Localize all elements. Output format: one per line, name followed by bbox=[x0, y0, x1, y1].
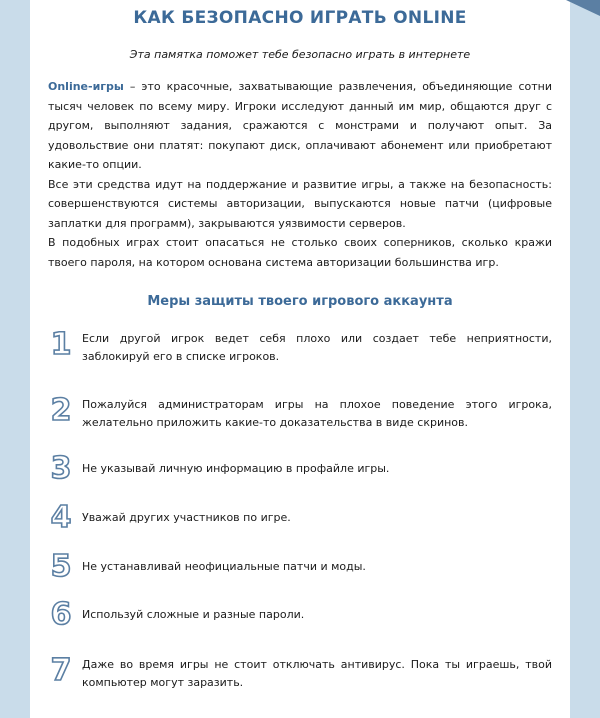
rule-number: 3 bbox=[50, 451, 72, 486]
rule-number: 7 bbox=[50, 653, 72, 688]
rule-item-3 bbox=[48, 451, 552, 486]
section-title: Меры защиты твоего игрового аккаунта bbox=[147, 294, 453, 309]
rule-item-1 bbox=[48, 327, 552, 366]
rule-number: 5 bbox=[50, 549, 72, 584]
rule-number: 4 bbox=[50, 500, 72, 535]
rule-number: 6 bbox=[50, 597, 72, 632]
rule-item-4 bbox=[48, 500, 552, 535]
rule-item-6 bbox=[48, 597, 552, 632]
intro-text bbox=[48, 77, 552, 272]
rule-number: 1 bbox=[50, 327, 72, 362]
rule-number: 2 bbox=[50, 393, 72, 428]
rule-text: Пожалуйся администраторам игры на плохое поведение этого игрока, желательно приложить какие-то доказательства в виде скринов. bbox=[82, 398, 552, 429]
rule-text: Если другой игрок ведет себя плохо или создает тебе неприятности, заблокируй его в списке игроков. bbox=[82, 332, 552, 363]
rule-item-5 bbox=[48, 549, 552, 584]
rule-text: Даже во время игры не стоит отключать антивирус. Пока ты играешь, твой компьютер могут заразить. bbox=[82, 658, 552, 689]
rule-text: Не указывай личную информацию в профайле игры. bbox=[82, 462, 390, 475]
rule-item-2 bbox=[48, 393, 552, 432]
page-title: КАК БЕЗОПАСНО ИГРАТЬ ONLINE bbox=[133, 8, 467, 28]
intro-paragraph-1 bbox=[48, 77, 552, 175]
intro-lead-term: Online-игры bbox=[48, 80, 124, 93]
rule-text: Используй сложные и разные пароли. bbox=[82, 608, 305, 621]
rule-text: Уважай других участников по игре. bbox=[82, 511, 291, 524]
intro-paragraph-2: Все эти средства идут на поддержание и развитие игры, а также на безопасность: совершенствуются системы авторизации, выпускаются новые патчи (цифровые заплатки для программ), закрываются уязвимости серверов. bbox=[48, 177, 552, 230]
page-subtitle: Эта памятка поможет тебе безопасно играть в интернете bbox=[129, 48, 471, 61]
intro-paragraph-1-text: – это красочные, захватывающие развлечения, объединяющие сотни тысяч человек по всему миру. Игроки исследуют данный им мир, общаются друг с другом, выполняют задания, сражаются с монстрами и получают опыт. За удовольствие они платят: покупают диск, оплачивают абонемент или приобретают какие-то опции. bbox=[48, 80, 552, 171]
rule-text: Не устанавливай неофициальные патчи и моды. bbox=[82, 560, 366, 573]
rule-item-7 bbox=[48, 653, 552, 692]
intro-paragraph-3: В подобных играх стоит опасаться не столько своих соперников, сколько кражи твоего пароля, на котором основана система авторизации большинства игр. bbox=[48, 236, 552, 269]
